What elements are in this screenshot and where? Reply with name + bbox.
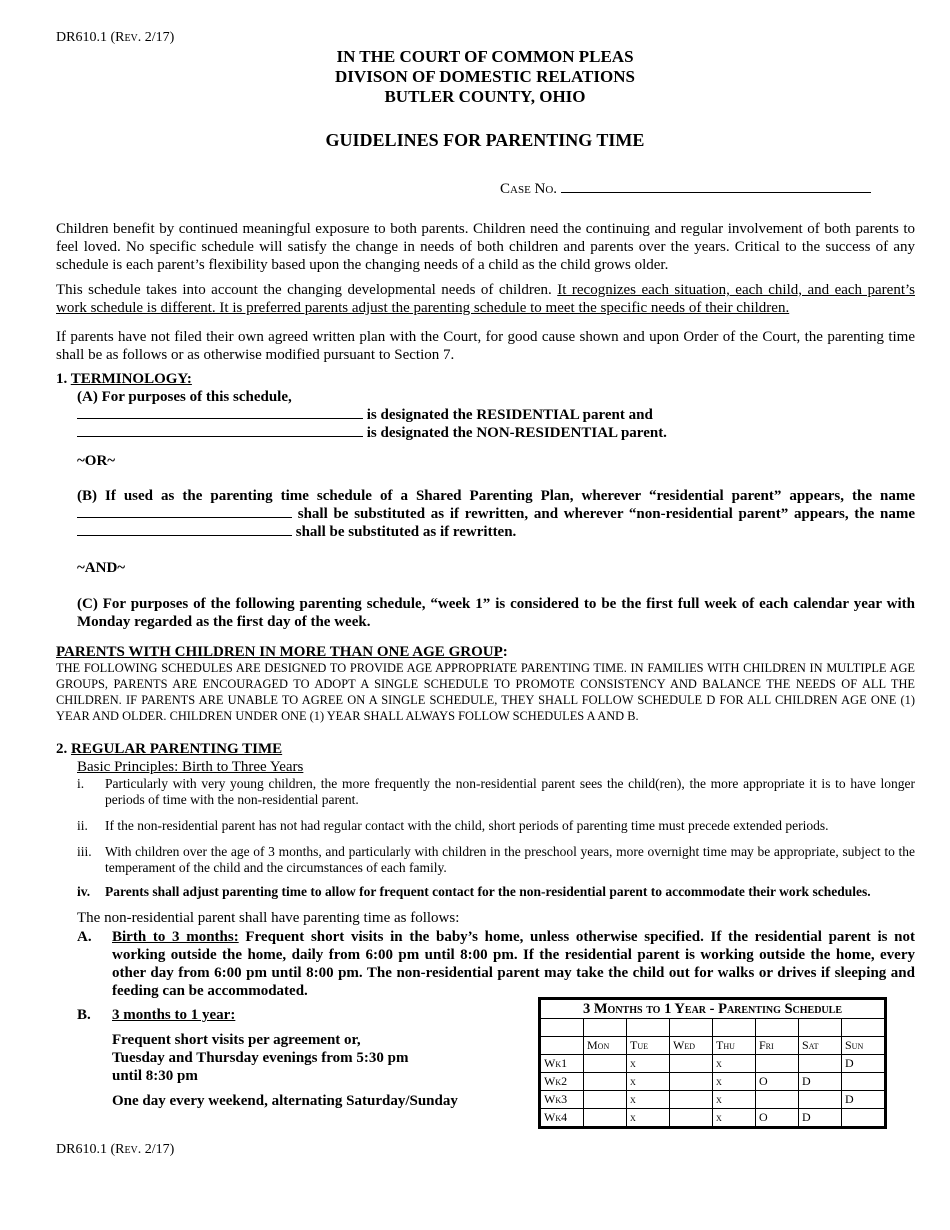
day-header: Fri <box>756 1037 799 1055</box>
schedule-cell: x <box>713 1091 756 1109</box>
table-row <box>541 1091 885 1109</box>
case-number-field[interactable] <box>500 180 871 198</box>
section1-b-part3: shall be substituted as if rewritten. <box>295 524 517 540</box>
week-label: Wk4 <box>541 1109 584 1127</box>
schedule-cell <box>842 1073 885 1091</box>
table-row <box>541 1055 885 1073</box>
schedule-cell: x <box>627 1073 670 1091</box>
residential-parent-text: is designated the RESIDENTIAL parent and <box>366 407 653 423</box>
schedule-a-text: Frequent short visits in the baby’s home, unless otherwise specified. If the residential parent is not working outside the home, daily from 6:00 pm until 8:00 pm. If the residential parent is working outside the home, every other day from 6:00 pm until 8:00 pm. The non-residential parent may take the child out for walks or drives if sleeping and feeding can be accommodated. <box>112 929 915 999</box>
schedule-b-letter: B. <box>77 1007 91 1023</box>
schedule-cell <box>670 1109 713 1127</box>
schedule-b-line2: Tuesday and Thursday evenings from 5:30 pm <box>112 1050 409 1066</box>
schedule-cell: x <box>627 1109 670 1127</box>
schedule-cell <box>584 1073 627 1091</box>
age-group-heading-text: PARENTS WITH CHILDREN IN MORE THAN ONE AGE GROUP <box>56 644 503 660</box>
schedule-a-letter: A. <box>77 929 92 945</box>
intro-paragraph-2 <box>56 281 915 317</box>
schedule-cell: x <box>627 1055 670 1073</box>
intro-paragraph-2-text: This schedule takes into account the changing developmental needs of children. <box>56 282 558 298</box>
principle-number: ii. <box>77 818 88 833</box>
day-header: Wed <box>670 1037 713 1055</box>
schedule-cell: D <box>842 1055 885 1073</box>
section1-c-paragraph: (C) For purposes of the following parenting schedule, “week 1” is considered to be the first full week of each calendar year with Monday regarded as the first day of the week. <box>77 596 915 630</box>
principle-text: If the non-residential parent has not had regular contact with the child, short periods of parenting time must precede extended periods. <box>105 818 829 833</box>
section1-b-part1: (B) If used as the parenting time schedule of a Shared Parenting Plan, wherever “residential parent” appears, the name <box>77 488 915 504</box>
section1-a-label: (A) For purposes of this schedule, <box>77 389 292 405</box>
nonresidential-parent-text: is designated the NON-RESIDENTIAL parent. <box>366 425 667 441</box>
nonresidential-parent-blank[interactable] <box>77 424 363 437</box>
age-group-heading <box>56 643 508 661</box>
schedule-cell: O <box>756 1109 799 1127</box>
schedule-a-heading: Birth to 3 months: <box>112 929 239 945</box>
section1-number: 1. <box>56 371 68 387</box>
form-id-header: DR610.1 (Rev. 2/17) <box>56 30 175 45</box>
table-row <box>541 1073 885 1091</box>
schedule-cell <box>670 1091 713 1109</box>
principle-item-1 <box>77 776 915 808</box>
age-group-heading-colon: : <box>502 644 508 660</box>
schedule-cell <box>756 1055 799 1073</box>
schedule-cell: D <box>842 1091 885 1109</box>
principle-item-3 <box>77 844 915 876</box>
week-label: Wk2 <box>541 1073 584 1091</box>
schedule-table-title: 3 Months to 1 Year - Parenting Schedule <box>541 1000 885 1019</box>
schedule-cell <box>584 1109 627 1127</box>
section1-heading <box>56 370 192 388</box>
schedule-cell <box>756 1091 799 1109</box>
schedule-cell <box>842 1109 885 1127</box>
court-name-line3: BUTLER COUNTY, OHIO <box>384 87 586 106</box>
day-header: Mon <box>584 1037 627 1055</box>
week-label: Wk3 <box>541 1091 584 1109</box>
schedule-cell <box>799 1055 842 1073</box>
schedule-cell: D <box>799 1073 842 1091</box>
court-name-line2: DIVISON OF DOMESTIC RELATIONS <box>335 67 635 86</box>
shared-residential-name-blank[interactable] <box>77 505 292 518</box>
schedule-cell: x <box>713 1109 756 1127</box>
section1-title: TERMINOLOGY: <box>70 371 192 387</box>
schedule-b-heading: 3 months to 1 year: <box>112 1007 236 1023</box>
case-number-blank[interactable] <box>561 180 871 193</box>
principle-text: Parents shall adjust parenting time to allow for frequent contact for the non-residential parent to accommodate their work schedules. <box>105 884 871 899</box>
section1-b-part2: shall be substituted as if rewritten, and wherever “non-residential parent” appears, the name <box>297 506 916 522</box>
schedule-table-container <box>538 997 887 1129</box>
section1-b-paragraph <box>77 487 915 541</box>
schedule-cell: O <box>756 1073 799 1091</box>
section2-number: 2. <box>56 741 68 757</box>
case-number-label: Case No. <box>500 181 558 197</box>
section2-heading <box>56 740 282 758</box>
schedule-cell: x <box>713 1073 756 1091</box>
table-row <box>541 1109 885 1127</box>
age-group-text: THE FOLLOWING SCHEDULES ARE DESIGNED TO PROVIDE AGE APPROPRIATE PARENTING TIME. IN FAMILIES WITH CHILDREN IN MULTIPLE AGE GROUPS, PARENTS ARE ENCOURAGED TO ADOPT A SINGLE SCHEDULE TO PROMOTE CONSISTENCY AND BALANCE THE NEEDS OF ALL THE CHILDREN. IF PARENTS ARE UNABLE TO AGREE ON A SINGLE SCHEDULE, THEY SHALL FOLLOW SCHEDULE D FOR ALL CHILDREN AGE ONE (1) YEAR AND OLDER. CHILDREN UNDER ONE (1) YEAR SHALL ALWAYS FOLLOW SCHEDULES A AND B. <box>56 661 915 723</box>
principle-number: i. <box>77 776 85 791</box>
schedule-cell: D <box>799 1109 842 1127</box>
day-header: Tue <box>627 1037 670 1055</box>
principle-text: With children over the age of 3 months, and particularly with children in the preschool years, more overnight time may be appropriate, subject to the temperament of the child and the circumstances of each family. <box>105 844 915 875</box>
intro-paragraph-3: If parents have not filed their own agreed written plan with the Court, for good cause shown and upon Order of the Court, the parenting time shall be as follows or as otherwise modified pursuant to Section 7. <box>56 329 915 363</box>
schedule-cell <box>670 1055 713 1073</box>
schedule-a-paragraph <box>112 928 915 1000</box>
schedule-cell <box>799 1091 842 1109</box>
day-header: Sat <box>799 1037 842 1055</box>
section2-title: REGULAR PARENTING TIME <box>71 741 283 757</box>
schedule-b-line4: One day every weekend, alternating Saturday/Sunday <box>112 1093 458 1109</box>
table-corner-cell <box>541 1037 584 1055</box>
or-separator: ~OR~ <box>77 453 116 469</box>
table-spacer-row <box>541 1019 885 1037</box>
table-header-row <box>541 1037 885 1055</box>
parenting-schedule-table <box>540 999 885 1127</box>
parenting-time-lead: The non-residential parent shall have parenting time as follows: <box>77 910 460 926</box>
principle-text: Particularly with very young children, the more frequently the non-residential parent sees the child(ren), the more appropriate it is to have longer periods of time with the non-residential parent. <box>105 776 915 807</box>
schedule-cell: x <box>713 1055 756 1073</box>
intro-paragraph-2-underlined: It recognizes each situation, each child, and each parent’s work schedule is different. It is preferred parents adjust the parenting schedule to meet the specific needs of their children. <box>56 282 916 316</box>
principle-number: iv. <box>77 884 91 899</box>
residential-parent-blank[interactable] <box>77 406 363 419</box>
residential-parent-row <box>77 406 653 424</box>
shared-nonresidential-name-blank[interactable] <box>77 523 292 536</box>
intro-paragraph-1: Children benefit by continued meaningful exposure to both parents. Children need the continuing and regular involvement of both parents to feel loved. No specific schedule will satisfy the change in needs of both children and parents over the years. Critical to the success of any schedule is each parent’s flexibility based upon the changing needs of a child as the child grows older. <box>56 221 915 273</box>
schedule-cell: x <box>627 1091 670 1109</box>
and-separator: ~AND~ <box>77 560 126 576</box>
page-title: GUIDELINES FOR PARENTING TIME <box>325 130 645 150</box>
section2-subheading: Basic Principles: Birth to Three Years <box>77 759 304 775</box>
schedule-cell <box>584 1055 627 1073</box>
week-label: Wk1 <box>541 1055 584 1073</box>
principle-item-2 <box>77 818 915 834</box>
court-name-line1: IN THE COURT OF COMMON PLEAS <box>336 47 634 66</box>
schedule-b-line1: Frequent short visits per agreement or, <box>112 1032 361 1048</box>
day-header: Sun <box>842 1037 885 1055</box>
nonresidential-parent-row <box>77 424 667 442</box>
day-header: Thu <box>713 1037 756 1055</box>
schedule-cell <box>670 1073 713 1091</box>
principle-number: iii. <box>77 844 92 859</box>
principle-item-4 <box>77 884 915 900</box>
form-id-footer: DR610.1 (Rev. 2/17) <box>56 1142 175 1157</box>
schedule-cell <box>584 1091 627 1109</box>
schedule-b-line3: until 8:30 pm <box>112 1068 198 1084</box>
